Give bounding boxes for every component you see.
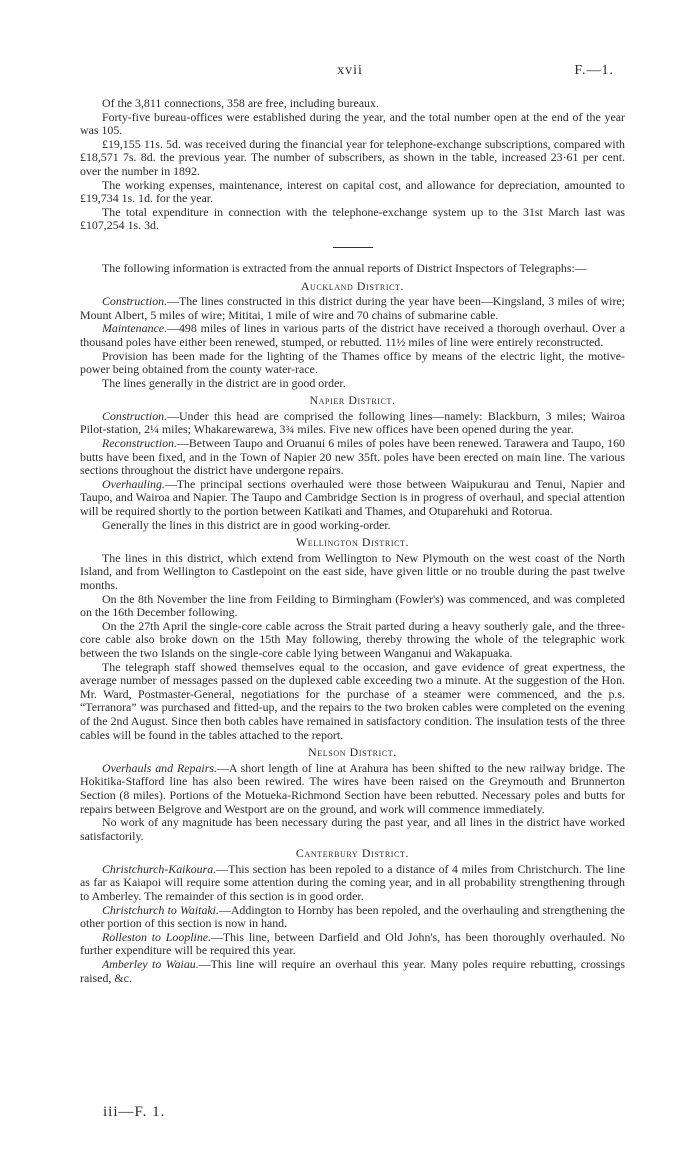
paragraph [80,478,625,519]
paragraph: On the 8th November the line from Feilding to Birmingham (Fowler's) was commenced, and was completed on the 16th December following. [80,591,625,620]
paragraph: £19,155 11s. 5d. was received during the financial year for telephone-exchange subscriptions, compared with £18,571 7s. 8d. the previous year. The number of subscribers, as shown in the table, increased 23·61 per cent. over the number in 1892. [80,136,625,178]
paragraph-label: Construction. [102,294,168,309]
heading-canterbury-district: Canterbury District. [295,846,410,861]
paragraph-text: —The principal sections overhauled were those between Waipukurau and Tenui, Napier and Taupo, and Wairoa and Napier. The Taupo and Cambridge Section is in progress of overhaul, and special attention will be required shortly to the portion between Katikati and Thames, and Otuparehuki and Rotorua. [80,476,625,519]
paragraph: On the 27th April the single-core cable across the Strait parted during a heavy southerly gale, and the three-core cable also broke down on the 15th May following, thereby throwing the whole of the telegraphic work between the two Islands on the single-core cable lying between Wanganui and Wakapuaka. [80,618,625,660]
paragraph-text: —This section has been repoled to a distance of 4 miles from Christchurch. The line as far as Kaiapoi will require some attention during the coming year, and in all probability strengthening through to Amberley. The remainder of this section is in good order. [80,861,625,904]
paragraph [80,931,625,958]
paragraph-label: Amberley to Waiau. [102,957,199,972]
section-divider [333,247,373,248]
heading-napier-district: Napier District. [309,393,396,408]
paragraph: The working expenses, maintenance, interest on capital cost, and allowance for depreciation, amounted to £19,734 1s. 1d. for the year. [80,177,625,206]
paragraph-label: Christchurch to Waitaki. [102,902,219,917]
page-reference: F.—1. [574,63,614,78]
paragraph-label: Rolleston to Loopline. [102,929,212,944]
paragraph-text: —A short length of line at Arahura has been shifted to the new railway bridge. The Hokitika-Stafford line has also been rewired. The wires have been raised on the Greymouth and Brunnerton Section (8 miles). Portions of the Motueka-Richmond Section have been rebutted. Necessary poles and butts for repairs between Belgrove and Westport are on the ground, and work will commence immediately. [80,760,625,816]
paragraph-text: —Addington to Hornby has been repoled, and the overhauling and strengthening the other portion of this section is now in hand. [80,902,625,931]
paragraph-label: Overhauling. [102,476,165,491]
paragraph-text: —Under this head are comprised the following lines—namely: Blackburn, 3 miles; Wairoa Pilot-station, 2¼ miles; Whakarewarewa, 3¾ miles. Five new offices have been opened during the year. [80,408,625,437]
paragraph-text: —The lines constructed in this district during the year have been—Kingsland, 3 miles of wire; Mount Albert, 5 miles of wire; Mititai, 1 mile of wire and 70 chains of submarine cable. [80,294,625,322]
paragraph: The lines generally in the district are in good order. [102,375,346,390]
signature-mark: iii—F. 1. [103,1104,166,1120]
paragraph [80,295,625,322]
paragraph [80,958,625,985]
paragraph-label: Construction. [102,408,168,423]
paragraph: Of the 3,811 connections, 358 are free, including bureaux. [102,96,379,110]
paragraph-text: —This line, between Darfield and Old John's, has been thoroughly overhauled. No further expenditure will be required this year. [80,929,625,958]
paragraph-text: —498 miles of lines in various parts of the district have received a thorough overhaul. Over a thousand poles have either been renewed, stumped, or rebutted. 11½ miles of line were entirely reconstructed. [80,321,625,349]
paragraph-text: —Between Taupo and Oruanui 6 miles of poles have been renewed. Tarawera and Taupo, 160 butts have been fixed, and in the Town of Napier 20 new 35ft. poles have been erected on main line. The various sections throughout the district have undergone repairs. [80,436,625,478]
paragraph [80,863,625,904]
heading-nelson-district: Nelson District. [308,745,397,760]
paragraph [80,437,625,478]
paragraph-label: Maintenance. [102,321,168,336]
paragraph: The total expenditure in connection with the telephone-exchange system up to the 31st March last was £107,254 1s. 3d. [80,204,625,233]
paragraph-label: Overhauls and Repairs. [102,760,217,775]
heading-auckland-district: Auckland District. [300,278,405,293]
document-body [80,97,625,985]
paragraph: The lines in this district, which extend from Wellington to New Plymouth on the west coast of the North Island, and from Wellington to Castlepoint on the east side, have given little or no trouble during the past twelve months. [80,550,625,592]
paragraph: No work of any magnitude has been necessary during the past year, and all lines in the district have worked satisfactorily. [80,815,625,843]
paragraph-label: Reconstruction. [102,436,177,451]
paragraph: Forty-five bureau-offices were established during the year, and the total number open at the end of the year was 105. [80,109,625,138]
paragraph [80,762,625,816]
paragraph: The telegraph staff showed themselves equal to the occasion, and gave evidence of great expertness, the average number of messages passed on the duplexed cable exceeding two a minute. At the suggestion of the Hon. Mr. Ward, Postmaster-General, negotiations for the purchase of a steamer were commenced, and the p.s. “Terranora” was purchased and fitted-up, and the repairs to the two broken cables were completed on the evening of the 2nd August. Since then both cables have remained in satisfactory condition. The insulation tests of the three cables will be found in the tables attached to the report. [80,659,625,742]
paragraph: The following information is extracted from the annual reports of District Inspectors of Telegraphs:— [102,260,587,275]
paragraph: Provision has been made for the lighting of the Thames office by means of the electric light, the motive-power being obtained from the county water-race. [80,348,625,377]
paragraph [80,904,625,931]
paragraph-label: Christchurch-Kaikoura. [102,861,217,876]
paragraph: Generally the lines in this district are in good working-order. [102,517,391,532]
heading-wellington-district: Wellington District. [295,535,410,550]
page-number: xvii [337,63,363,78]
paragraph [80,410,625,437]
paragraph-text: —This line will require an overhaul this year. Many poles require rebutting, crossings raised, &c. [80,957,625,985]
paragraph [80,322,625,349]
